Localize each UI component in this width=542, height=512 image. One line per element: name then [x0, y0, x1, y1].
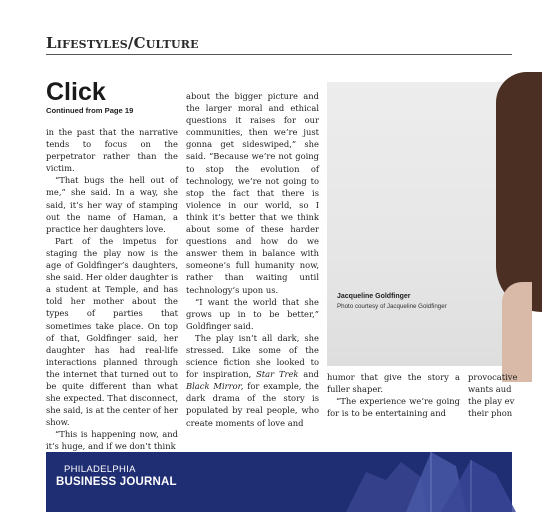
continued-from-note: Continued from Page 19: [46, 106, 134, 115]
text-line: the play ev: [468, 396, 515, 407]
photo-hair-shape: [496, 72, 542, 312]
advertisement-banner[interactable]: [46, 452, 512, 512]
article-column-3: [327, 371, 460, 419]
italic-title: Black Mirror,: [186, 381, 244, 392]
section-title: Lifestyles/Culture: [46, 34, 199, 52]
ad-building-graphic: [346, 452, 516, 512]
paragraph: “This is happening now, and it’s huge, and if we don’t think: [46, 429, 178, 452]
italic-title: Star Trek: [256, 369, 299, 380]
article-headline: Click: [46, 78, 106, 106]
paragraph: Part of the impetus for staging the play now is the age of Goldfinger’s daughters, she said. Her older daughter is a student at Temple, and has told her mother about the types of parties that sometimes take place. On top of that, Goldfinger said, her daughter has had real-life interactions planned through the internet that turned out to be quite different than what she expected. That disconnect, she said, is at the center of her show.: [46, 235, 178, 428]
text-line: wants aud: [468, 384, 512, 395]
paragraph: in the past that the narrative tends to focus on the perpetrator rather than the victim.: [46, 127, 178, 174]
text-line: their phon: [468, 408, 513, 419]
ad-logo-line2: BUSINESS JOURNAL: [56, 476, 177, 488]
photo-shoulder-shape: [502, 282, 532, 382]
paragraph: humor that give the story a fuller shaper.: [327, 372, 460, 395]
article-column-1: [46, 126, 178, 453]
paragraph: [186, 332, 319, 429]
photo-caption-credit: Photo courtesy of Jacqueline Goldfinger: [337, 303, 447, 310]
article-column-4-partial: [468, 371, 528, 419]
text-line: provocative: [468, 372, 518, 382]
text-run: and: [298, 369, 320, 380]
section-header: [46, 34, 512, 55]
article-column-2: [186, 90, 319, 429]
portrait-photo: [327, 82, 512, 366]
text-run: The play isn’t all dark, she stressed. Like some of the science fiction she looked to for inspiration,: [186, 332, 319, 380]
paragraph: “That bugs the hell out of me,” she said. In a way, she said, it’s her way of stamping out the name of Haman, a practice her daughters love.: [46, 175, 178, 234]
paragraph: about the bigger picture and the larger moral and ethical questions it raises for our communities, then we’re just gonna get sideswiped,” she said. “Because we’re not going to stop the evolution of technology, we’re not going to stop the fact that there is violence in our world, so I think it’s better that we think about some of these harder questions and how do we answer them in balance with someone’s full humanity now, rather than waiting until technology’s upon us.: [186, 91, 319, 295]
text-run: for example, the dark drama of the story is populated by real people, who create moments of love and: [186, 381, 319, 428]
photo-caption-name: Jacqueline Goldfinger: [337, 293, 411, 300]
ad-logo-line1: PHILADELPHIA: [64, 464, 136, 475]
paragraph: “The experience we’re going for is to be entertaining and: [327, 396, 460, 419]
paragraph: “I want the world that she grows up in to be better,” Goldfinger said.: [186, 296, 319, 331]
